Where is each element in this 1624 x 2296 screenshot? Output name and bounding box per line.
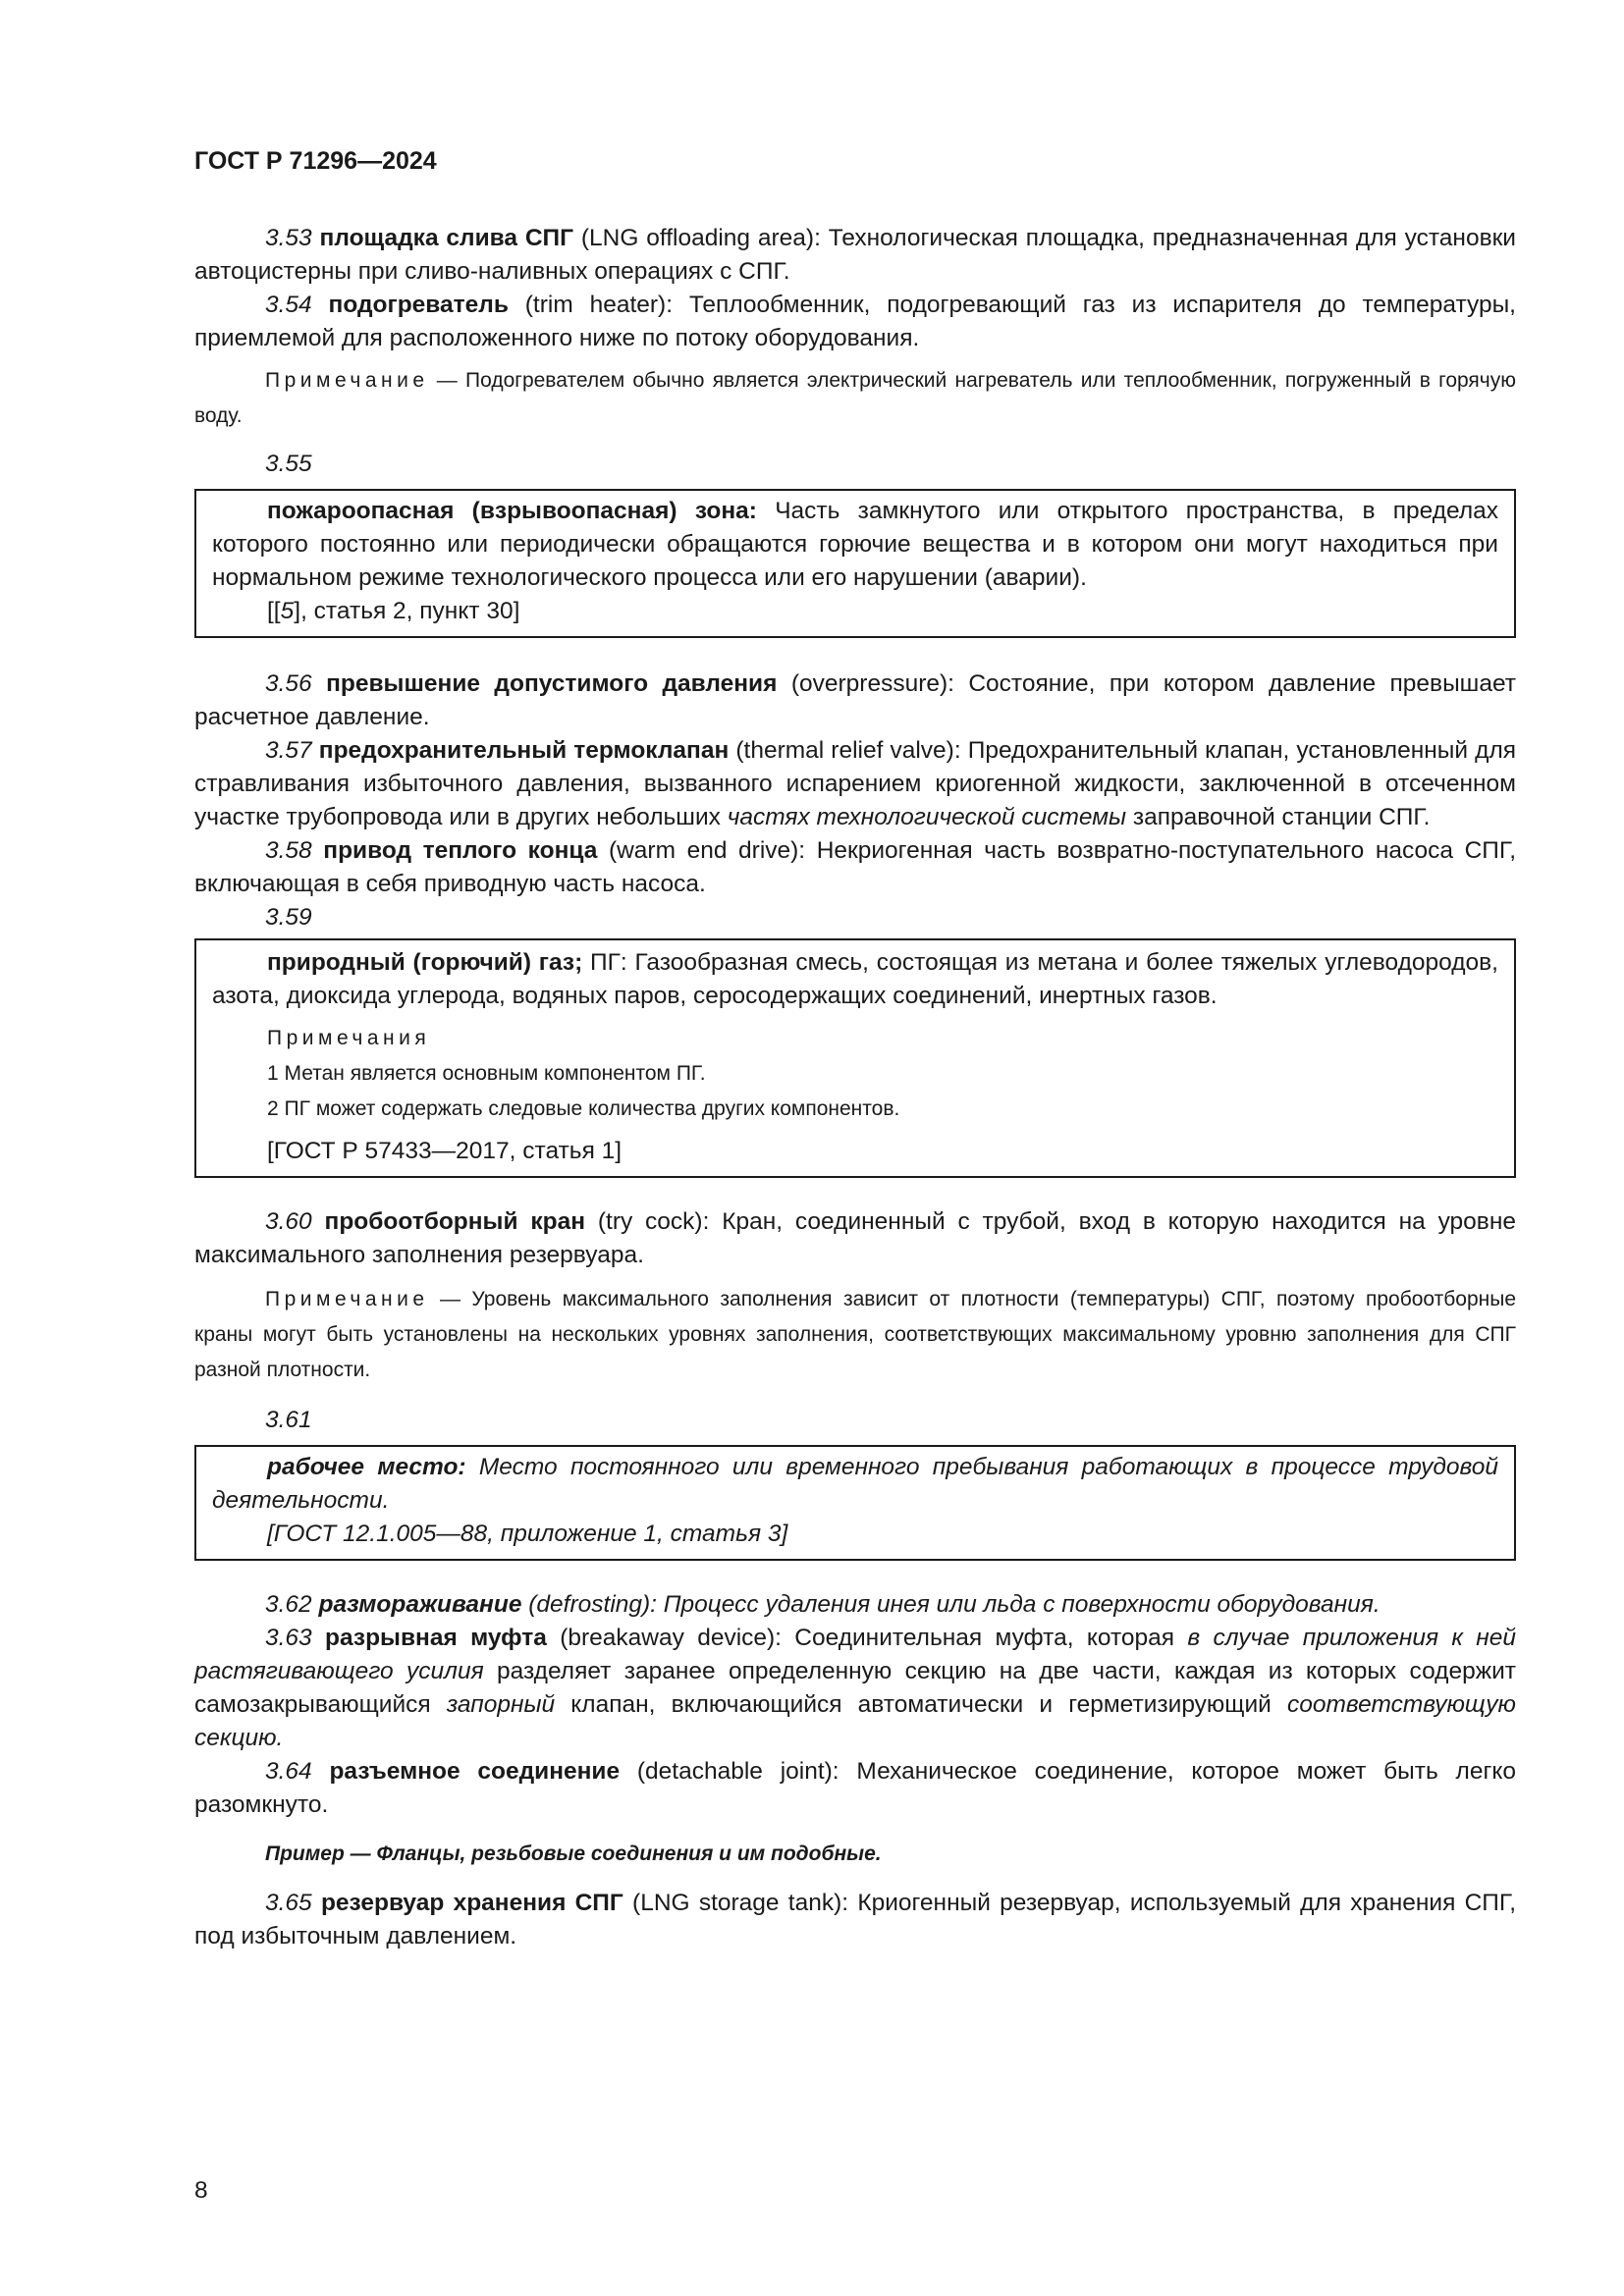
ref-part: ], статья 2, пункт 30] bbox=[294, 598, 520, 624]
ref-part: [[ bbox=[267, 598, 281, 624]
note-3-60 bbox=[194, 1282, 1516, 1388]
term-definition: (thermal relief valve): Предохранительный клапан, установленный для стравливания избыточного давления, вызванного испарением криогенной жидкости, заключенной в отсеченном участке трубопровода или в других небольших bbox=[194, 737, 1517, 830]
term-reference: [ГОСТ Р 57433—2017, статья 1] bbox=[267, 1138, 623, 1164]
term-3-53 bbox=[194, 222, 1516, 289]
term-number: 3.60 bbox=[265, 1208, 312, 1235]
term-name: превышение допустимого давления bbox=[326, 670, 778, 697]
note-1: 1 Метан является основным компонентом ПГ. bbox=[267, 1062, 706, 1085]
term-definition-italic: соответствующую секцию. bbox=[194, 1691, 1516, 1751]
term-number: 3.62 bbox=[265, 1591, 312, 1618]
document-header: ГОСТ Р 71296—2024 bbox=[194, 147, 437, 175]
term-number: 3.54 bbox=[265, 292, 312, 318]
term-number: 3.57 bbox=[265, 737, 312, 764]
term-3-55 bbox=[212, 495, 1498, 595]
term-number: 3.53 bbox=[265, 225, 312, 251]
term-name: подогреватель bbox=[328, 292, 509, 318]
term-definition-italic: в случае приложения к ней растягивающего усилия bbox=[194, 1625, 1517, 1684]
term-definition: (warm end drive): Некриогенная часть возвратно-поступательного насоса СПГ, включающая в себя приводную часть насоса. bbox=[194, 837, 1516, 897]
term-definition: (try cock): Кран, соединенный с трубой, вход в которую находится на уровне максимального заполнения резервуара. bbox=[194, 1208, 1516, 1268]
term-name: природный (горючий) газ; bbox=[267, 949, 583, 976]
term-definition: Место постоянного или временного пребывания работающих в процессе трудовой деятельности. bbox=[212, 1454, 1498, 1514]
note-3-54 bbox=[194, 363, 1516, 434]
term-name: разрывная муфта bbox=[325, 1625, 547, 1651]
term-definition: (detachable joint): Механическое соединение, которое может быть легко разомкнуто. bbox=[194, 1758, 1517, 1818]
term-definition: (LNG storage tank): Криогенный резервуар, используемый для хранения СПГ, под избыточным давлением. bbox=[194, 1890, 1517, 1949]
term-definition: заправочной станции СПГ. bbox=[1126, 804, 1431, 830]
term-3-60 bbox=[194, 1205, 1516, 1272]
term-3-54 bbox=[194, 289, 1516, 355]
term-3-65 bbox=[194, 1887, 1516, 1953]
term-box-3-61 bbox=[194, 1445, 1516, 1561]
term-number: 3.56 bbox=[265, 670, 312, 697]
example-3-64: Пример — Фланцы, резьбовые соединения и им подобные. bbox=[265, 1842, 882, 1865]
term-box-3-55 bbox=[194, 489, 1516, 638]
term-definition: (breakaway device): Соединительная муфта, которая bbox=[546, 1625, 1188, 1651]
note-2: 2 ПГ может содержать следовые количества других компонентов. bbox=[267, 1097, 900, 1120]
term-3-59 bbox=[212, 946, 1498, 1013]
note-label: Примечание bbox=[265, 1288, 429, 1310]
term-definition-italic: запорный bbox=[446, 1691, 556, 1718]
note-text: — Уровень максимального заполнения зависит от плотности (температуры) СПГ, поэтому пробоотборные краны могут быть установлены на нескольких уровнях заполнения, соответствующих максимальному уровню заполнения для СПГ разной плотности. bbox=[194, 1288, 1516, 1381]
ref-number: 5 bbox=[280, 598, 295, 624]
term-definition: Часть замкнутого или открытого пространства, в пределах которого постоянно или периодически обращаются горючие вещества и в котором они могут находиться при нормальном режиме технологического процесса или его нарушении (аварии). bbox=[212, 498, 1498, 591]
term-3-64 bbox=[194, 1755, 1516, 1822]
term-definition: (LNG offloading area): Технологическая площадка, предназначенная для установки автоцистерны при сливо-наливных операциях с СПГ. bbox=[194, 225, 1516, 285]
term-name: разъемное соединение bbox=[329, 1758, 621, 1785]
document-content bbox=[194, 222, 1516, 1953]
term-3-62 bbox=[194, 1588, 1516, 1622]
term-definition: разделяет заранее определенную секцию на две части, каждая из которых содержит самозакрывающийся bbox=[194, 1658, 1516, 1718]
term-name: предохранительный термоклапан bbox=[318, 737, 730, 764]
term-number: 3.63 bbox=[265, 1625, 312, 1651]
term-definition-italic: частях технологической системы bbox=[727, 804, 1127, 830]
term-number-3-55: 3.55 bbox=[265, 451, 312, 477]
term-3-57 bbox=[194, 734, 1516, 834]
term-name: привод теплого конца bbox=[323, 837, 598, 864]
term-definition: ПГ: Газообразная смесь, состоящая из метана и более тяжелых углеводородов, азота, диоксида углерода, водяных паров, серосодержащих соединений, инертных газов. bbox=[212, 949, 1498, 1009]
term-3-56 bbox=[194, 667, 1516, 734]
term-3-61 bbox=[212, 1451, 1498, 1518]
term-reference bbox=[212, 595, 1498, 628]
term-definition: (trim heater): Теплообменник, подогревающий газ из испарителя до температуры, приемлемой для расположенного ниже по потоку оборудования. bbox=[194, 292, 1516, 351]
term-name: резервуар хранения СПГ bbox=[320, 1890, 623, 1916]
term-name: пожароопасная (взрывоопасная) зона: bbox=[267, 498, 757, 524]
term-box-3-59 bbox=[194, 938, 1516, 1178]
term-name: рабочее место: bbox=[267, 1454, 466, 1480]
term-name: размораживание bbox=[318, 1591, 522, 1618]
term-reference: [ГОСТ 12.1.005—88, приложение 1, статья 3] bbox=[267, 1521, 788, 1547]
term-number: 3.65 bbox=[265, 1890, 312, 1916]
term-name: площадка слива СПГ bbox=[319, 225, 574, 251]
term-3-58 bbox=[194, 834, 1516, 901]
term-definition: клапан, включающийся автоматически и герметизирующий bbox=[555, 1691, 1287, 1718]
note-text: — Подогревателем обычно является электрический нагреватель или теплообменник, погруженный в горячую воду. bbox=[194, 369, 1516, 427]
term-3-63 bbox=[194, 1622, 1516, 1755]
note-label: Примечание bbox=[265, 369, 429, 392]
term-definition: (overpressure): Состояние, при котором давление превышает расчетное давление. bbox=[194, 670, 1516, 730]
notes-label bbox=[212, 1021, 1498, 1056]
notes-label-text: Примечания bbox=[267, 1027, 431, 1049]
term-definition: (defrosting): Процесс удаления инея или льда с поверхности оборудования. bbox=[521, 1591, 1380, 1618]
term-number: 3.58 bbox=[265, 837, 312, 864]
term-name: пробоотборный кран bbox=[324, 1208, 586, 1235]
term-number: 3.64 bbox=[265, 1758, 312, 1785]
term-number-3-61: 3.61 bbox=[265, 1407, 312, 1433]
page-number: 8 bbox=[194, 2177, 208, 2204]
term-number-3-59: 3.59 bbox=[265, 904, 312, 931]
